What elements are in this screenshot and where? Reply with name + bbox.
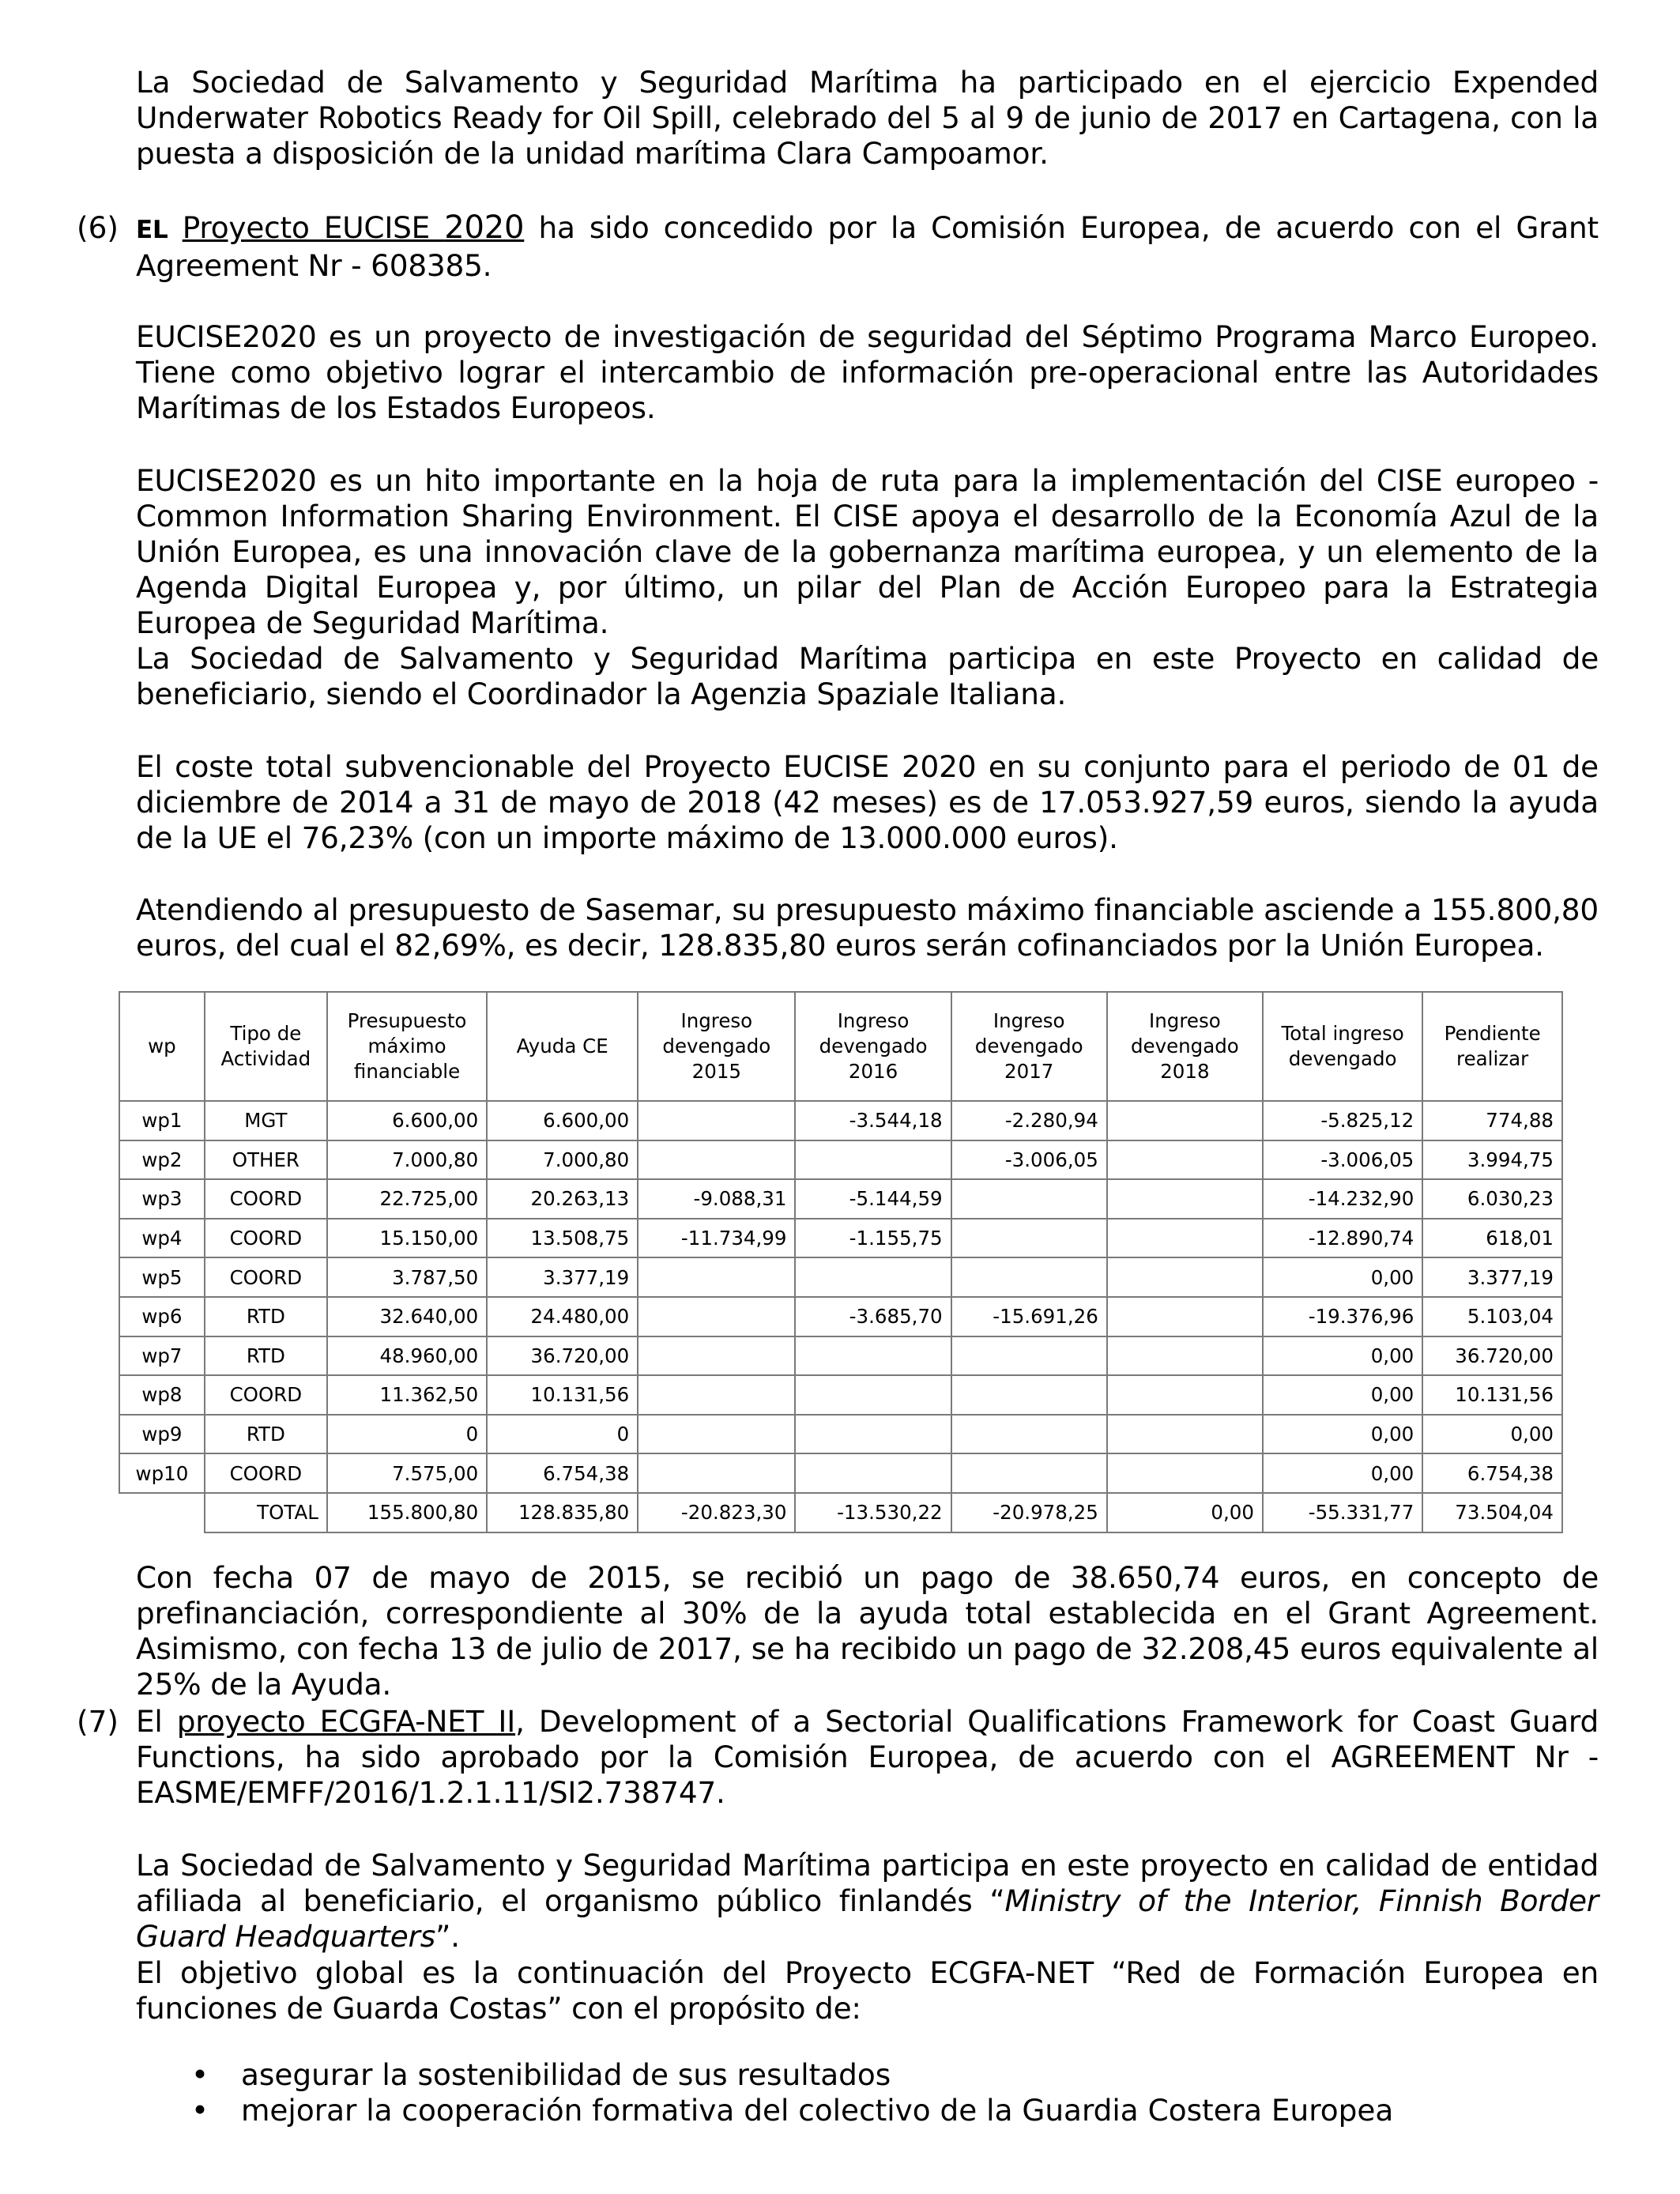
table-cell: -15.691,26: [951, 1297, 1107, 1336]
table-row: [119, 1219, 1562, 1258]
table-cell: [1107, 1375, 1263, 1415]
header-pendiente: Pendiente realizar: [1422, 992, 1562, 1101]
table-cell: [638, 1297, 795, 1336]
table-cell: RTD: [205, 1297, 327, 1336]
list-item: • mejorar la cooperación formativa del colectivo de la Guardia Costera Europea: [191, 2093, 1394, 2128]
table-cell: [638, 1415, 795, 1454]
table-cell: 0,00: [1422, 1415, 1562, 1454]
paragraph-ecgfa-intro: El proyecto ECGFA-NET II, Development of a Sectorial Qualifications Framework for Coast Guard Functions, ha sido aprobado por la Comisión Europea, de acuerdo con el AGREEMENT Nr - EASME/EMFF/2016/1.2.1.11/SI2.738747.: [136, 1704, 1599, 1810]
table-cell: 0: [327, 1415, 487, 1454]
table-cell: [638, 1336, 795, 1376]
table-cell: -12.890,74: [1263, 1219, 1422, 1258]
table-cell: -1.155,75: [795, 1219, 951, 1258]
total-empty-cell: [119, 1493, 205, 1532]
table-cell: wp7: [119, 1336, 205, 1376]
total-ingreso: -55.331,77: [1263, 1493, 1422, 1532]
table-cell: 22.725,00: [327, 1179, 487, 1219]
table-cell: [795, 1415, 951, 1454]
bullet-icon: •: [191, 2093, 209, 2128]
table-cell: -3.544,18: [795, 1101, 951, 1140]
table-row: [119, 1375, 1562, 1415]
table-cell: 0,00: [1263, 1336, 1422, 1376]
table-body: [119, 1101, 1562, 1493]
budget-table: [119, 991, 1563, 1533]
table-cell: -5.144,59: [795, 1179, 951, 1219]
table-cell: wp8: [119, 1375, 205, 1415]
total-2016: -13.530,22: [795, 1493, 951, 1532]
table-cell: [795, 1375, 951, 1415]
eucise-link: Proyecto EUCISE 2020: [182, 209, 525, 246]
total-label: TOTAL: [205, 1493, 327, 1532]
table-cell: 7.000,80: [327, 1140, 487, 1180]
table-cell: wp3: [119, 1179, 205, 1219]
total-2015: -20.823,30: [638, 1493, 795, 1532]
section-number-6: (6): [77, 210, 119, 245]
header-presupuesto: Presupuesto máximo financiable: [327, 992, 487, 1101]
table-cell: [951, 1415, 1107, 1454]
el-prefix: EL: [136, 216, 168, 244]
paragraph-payments: Con fecha 07 de mayo de 2015, se recibió un pago de 38.650,74 euros, en concepto de prefinanciación, correspondiente al 30% de la ayuda total establecida en el Grant Agreement. Asimismo, con fecha 13 de julio de 2017, se ha recibido un pago de 32.208,45 euros equivalente al 25% de la Ayuda.: [136, 1560, 1599, 1702]
table-cell: 10.131,56: [1422, 1375, 1562, 1415]
paragraph-eucise-objective: EUCISE2020 es un proyecto de investigación de seguridad del Séptimo Programa Marco Europeo. Tiene como objetivo lograr el intercambio de información pre-operacional entre las Autoridades Marítimas de los Estados Europeos.: [136, 319, 1599, 425]
table-cell: wp1: [119, 1101, 205, 1140]
table-row: [119, 1415, 1562, 1454]
table-cell: [638, 1453, 795, 1493]
table-cell: -19.376,96: [1263, 1297, 1422, 1336]
table-cell: [1107, 1257, 1263, 1297]
table-cell: 7.000,80: [487, 1140, 638, 1180]
table-cell: wp2: [119, 1140, 205, 1180]
table-cell: 6.754,38: [487, 1453, 638, 1493]
table-cell: -5.825,12: [1263, 1101, 1422, 1140]
table-cell: 36.720,00: [487, 1336, 638, 1376]
table-cell: 0,00: [1263, 1415, 1422, 1454]
paragraph-eucise-beneficiary: La Sociedad de Salvamento y Seguridad Marítima participa en este Proyecto en calidad de beneficiario, siendo el Coordinador la Agenzia Spaziale Italiana.: [136, 641, 1599, 711]
table-cell: 48.960,00: [327, 1336, 487, 1376]
table-cell: 0,00: [1263, 1453, 1422, 1493]
table-cell: 6.600,00: [327, 1101, 487, 1140]
table-cell: COORD: [205, 1179, 327, 1219]
header-2017: Ingreso devengado 2017: [951, 992, 1107, 1101]
table-cell: wp10: [119, 1453, 205, 1493]
table-cell: 0,00: [1263, 1257, 1422, 1297]
paragraph-ecgfa-affiliate: La Sociedad de Salvamento y Seguridad Marítima participa en este proyecto en calidad de entidad afiliada al beneficiario, el organismo público finlandés “Ministry of the Interior, Finnish Border Guard Headquarters”.: [136, 1848, 1599, 1954]
table-row: [119, 1336, 1562, 1376]
table-cell: 3.377,19: [1422, 1257, 1562, 1297]
table-cell: COORD: [205, 1453, 327, 1493]
table-cell: [795, 1140, 951, 1180]
table-cell: 32.640,00: [327, 1297, 487, 1336]
table-cell: [1107, 1415, 1263, 1454]
table-cell: 15.150,00: [327, 1219, 487, 1258]
table-cell: [951, 1453, 1107, 1493]
paragraph-eucise-cise: EUCISE2020 es un hito importante en la hoja de ruta para la implementación del CISE europeo - Common Information Sharing Environment. El CISE apoya el desarrollo de la Economía Azul de la Unión Europea, es una innovación clave de la gobernanza marítima europea, y un elemento de la Agenda Digital Europea y, por último, un pilar del Plan de Acción Europeo para la Estrategia Europea de Seguridad Marítima.: [136, 463, 1599, 640]
objective-list: [136, 2057, 1393, 2128]
table-cell: -14.232,90: [1263, 1179, 1422, 1219]
table-cell: [951, 1219, 1107, 1258]
table-cell: 0,00: [1263, 1375, 1422, 1415]
table-row: [119, 1140, 1562, 1180]
header-tipo: Tipo de Actividad: [205, 992, 327, 1101]
table-cell: [1107, 1336, 1263, 1376]
table-row: [119, 1297, 1562, 1336]
table-cell: COORD: [205, 1219, 327, 1258]
table-header-row: [119, 992, 1562, 1101]
table-cell: [1107, 1297, 1263, 1336]
list-item: • asegurar la sostenibilidad de sus resultados: [191, 2057, 891, 2092]
table-cell: RTD: [205, 1336, 327, 1376]
table-cell: 6.030,23: [1422, 1179, 1562, 1219]
header-ayuda: Ayuda CE: [487, 992, 638, 1101]
table-cell: 6.754,38: [1422, 1453, 1562, 1493]
header-total: Total ingreso devengado: [1263, 992, 1422, 1101]
table-cell: [795, 1453, 951, 1493]
header-2015: Ingreso devengado 2015: [638, 992, 795, 1101]
table-cell: [638, 1140, 795, 1180]
paragraph-ecgfa-objective: El objetivo global es la continuación del Proyecto ECGFA-NET “Red de Formación Europea en funciones de Guarda Costas” con el propósito de:: [136, 1955, 1599, 2026]
ecgfa-link: proyecto ECGFA-NET II: [176, 1704, 516, 1739]
table-cell: wp9: [119, 1415, 205, 1454]
table-cell: [951, 1179, 1107, 1219]
bullet-icon: •: [191, 2057, 209, 2092]
header-wp: wp: [119, 992, 205, 1101]
header-2018: Ingreso devengado 2018: [1107, 992, 1263, 1101]
table-cell: 36.720,00: [1422, 1336, 1562, 1376]
paragraph-eucise-cost: El coste total subvencionable del Proyecto EUCISE 2020 en su conjunto para el periodo de 01 de diciembre de 2014 a 31 de mayo de 2018 (42 meses) es de 17.053.927,59 euros, siendo la ayuda de la UE el 76,23% (con un importe máximo de 13.000.000 euros).: [136, 749, 1599, 855]
table-cell: [638, 1375, 795, 1415]
table-total-row: [119, 1493, 1562, 1532]
table-cell: [638, 1257, 795, 1297]
table-cell: [1107, 1140, 1263, 1180]
table-cell: [795, 1257, 951, 1297]
table-cell: -3.006,05: [951, 1140, 1107, 1180]
paragraph-eucise-intro: EL Proyecto EUCISE 2020 ha sido concedido por la Comisión Europea, de acuerdo con el Grant Agreement Nr - 608385.: [136, 209, 1599, 283]
table-cell: 7.575,00: [327, 1453, 487, 1493]
table-cell: 11.362,50: [327, 1375, 487, 1415]
total-pendiente: 73.504,04: [1422, 1493, 1562, 1532]
table-cell: -2.280,94: [951, 1101, 1107, 1140]
table-cell: [1107, 1453, 1263, 1493]
table-cell: COORD: [205, 1375, 327, 1415]
total-2017: -20.978,25: [951, 1493, 1107, 1532]
table-cell: RTD: [205, 1415, 327, 1454]
table-row: [119, 1101, 1562, 1140]
table-cell: [1107, 1101, 1263, 1140]
table-cell: 10.131,56: [487, 1375, 638, 1415]
table-cell: wp4: [119, 1219, 205, 1258]
table-cell: 20.263,13: [487, 1179, 638, 1219]
table-cell: -3.006,05: [1263, 1140, 1422, 1180]
table-cell: -3.685,70: [795, 1297, 951, 1336]
table-row: [119, 1257, 1562, 1297]
table-cell: COORD: [205, 1257, 327, 1297]
paragraph-eucise-budget: Atendiendo al presupuesto de Sasemar, su presupuesto máximo financiable asciende a 155.800,80 euros, del cual el 82,69%, es decir, 128.835,80 euros serán cofinanciados por la Unión Europea.: [136, 892, 1599, 963]
table-cell: [1107, 1219, 1263, 1258]
table-cell: wp6: [119, 1297, 205, 1336]
header-2016: Ingreso devengado 2016: [795, 992, 951, 1101]
table-row: [119, 1179, 1562, 1219]
table-cell: 3.994,75: [1422, 1140, 1562, 1180]
table-cell: MGT: [205, 1101, 327, 1140]
table-cell: 3.377,19: [487, 1257, 638, 1297]
total-2018: 0,00: [1107, 1493, 1263, 1532]
table-cell: -9.088,31: [638, 1179, 795, 1219]
table-cell: [638, 1101, 795, 1140]
table-cell: 24.480,00: [487, 1297, 638, 1336]
table-cell: [795, 1336, 951, 1376]
table-cell: [951, 1375, 1107, 1415]
total-ayuda: 128.835,80: [487, 1493, 638, 1532]
table-cell: wp5: [119, 1257, 205, 1297]
paragraph-exercise: La Sociedad de Salvamento y Seguridad Marítima ha participado en el ejercicio Expended Underwater Robotics Ready for Oil Spill, celebrado del 5 al 9 de junio de 2017 en Cartagena, con la puesta a disposición de la unidad marítima Clara Campoamor.: [136, 65, 1599, 171]
table-cell: 618,01: [1422, 1219, 1562, 1258]
table-cell: [1107, 1179, 1263, 1219]
table-cell: 3.787,50: [327, 1257, 487, 1297]
table-cell: [951, 1257, 1107, 1297]
table-cell: [951, 1336, 1107, 1376]
table-cell: 6.600,00: [487, 1101, 638, 1140]
table-cell: OTHER: [205, 1140, 327, 1180]
table-cell: 0: [487, 1415, 638, 1454]
table-cell: 5.103,04: [1422, 1297, 1562, 1336]
ministry-name: Ministry of the Interior, Finnish Border Guard Headquarters: [136, 1883, 1599, 1954]
table-row: [119, 1453, 1562, 1493]
table-cell: -11.734,99: [638, 1219, 795, 1258]
table-cell: 13.508,75: [487, 1219, 638, 1258]
section-number-7: (7): [77, 1704, 119, 1739]
total-presupuesto: 155.800,80: [327, 1493, 487, 1532]
table-cell: 774,88: [1422, 1101, 1562, 1140]
